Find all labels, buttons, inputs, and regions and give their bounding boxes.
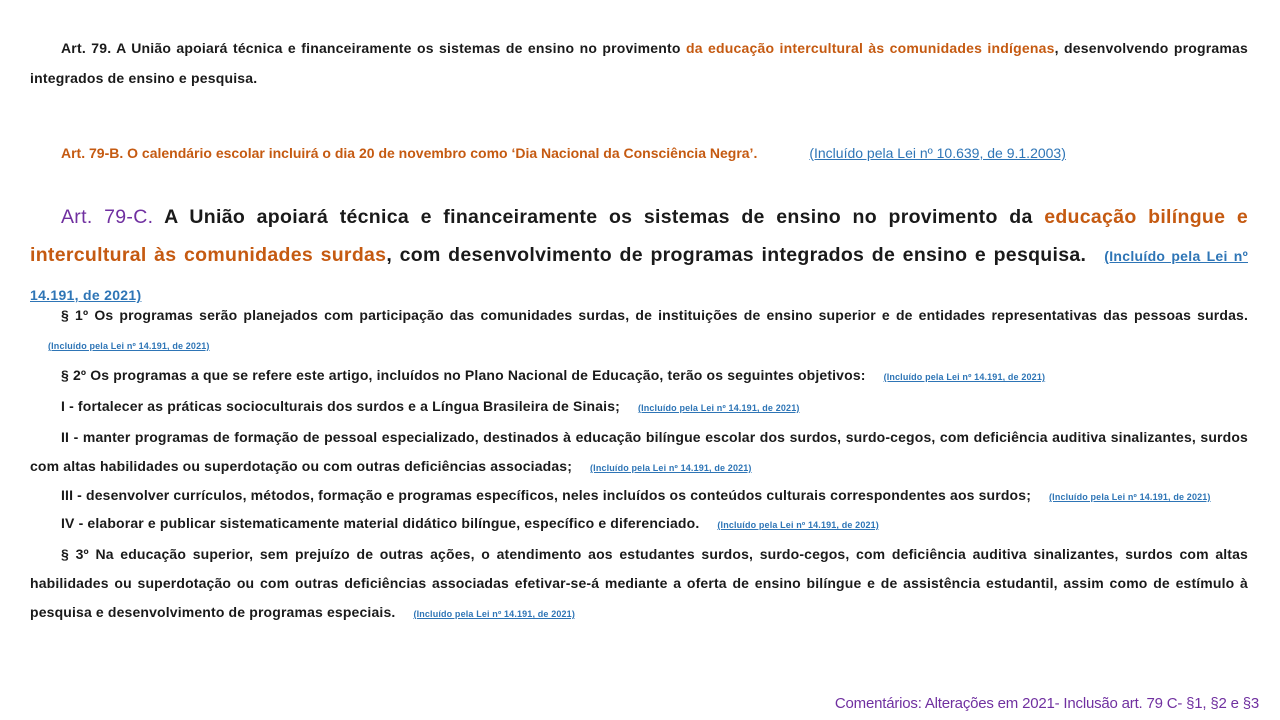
paragraph-2-amendment-link[interactable]: (Incluído pela Lei nº 14.191, de 2021) xyxy=(883,372,1046,382)
item-4 xyxy=(30,509,1248,540)
item-1-text: I - fortalecer as práticas socioculturais dos surdos e a Língua Brasileira de Sinais; xyxy=(61,398,620,414)
comments-footer: Comentários: Alterações em 2021- Inclusão art. 79 C- §1, §2 e §3 xyxy=(834,695,1259,712)
item-1-amendment-link[interactable]: (Incluído pela Lei nº 14.191, de 2021) xyxy=(637,403,800,413)
article-79b-amendment-link[interactable]: (Incluído pela Lei nº 10.639, de 9.1.2003) xyxy=(809,145,1066,161)
article-79c-paragraphs xyxy=(30,301,1248,629)
item-4-amendment-link[interactable]: (Incluído pela Lei nº 14.191, de 2021) xyxy=(717,520,879,530)
article-79c-highlight: educação bilíngue e intercultural às comunidades surdas xyxy=(30,206,1248,266)
article-79-highlight: da educação intercultural às comunidades indígenas xyxy=(685,40,1055,56)
article-79c xyxy=(30,198,1248,314)
paragraph-2-text: § 2º Os programas a que se refere este artigo, incluídos no Plano Nacional de Educação, terão os seguintes objetivos: xyxy=(61,367,866,383)
paragraph-2 xyxy=(30,361,1248,392)
item-2 xyxy=(30,423,1248,483)
paragraph-1-text: § 1º Os programas serão planejados com participação das comunidades surdas, de instituições de ensino superior e de entidades representativas das pessoas surdas. xyxy=(61,307,1248,323)
article-79c-text: A União apoiará técnica e financeiramente os sistemas de ensino no provimento da xyxy=(153,206,1045,228)
article-79-tail: , desenvolvendo programas integrados de ensino e pesquisa. xyxy=(30,40,1248,86)
item-3 xyxy=(30,483,1248,509)
article-79 xyxy=(30,33,1248,93)
item-3-amendment-link[interactable]: (Incluído pela Lei nº 14.191, de 2021) xyxy=(1049,492,1211,502)
item-3-text: III - desenvolver currículos, métodos, formação e programas específicos, neles incluídos os conteúdos culturais correspondentes aos surdos; xyxy=(61,487,1032,503)
article-79c-tail: , com desenvolvimento de programas integrados de ensino e pesquisa. xyxy=(386,244,1087,266)
item-2-text: II - manter programas de formação de pessoal especializado, destinados à educação bilíngue escolar dos surdos, surdo-cegos, com deficiência auditiva sinalizantes, surdos com altas habilidades ou superdotação ou com outras deficiências associadas; xyxy=(30,429,1248,474)
paragraph-1-amendment-link[interactable]: (Incluído pela Lei nº 14.191, de 2021) xyxy=(48,341,210,351)
paragraph-3-amendment-link[interactable]: (Incluído pela Lei nº 14.191, de 2021) xyxy=(413,609,575,619)
paragraph-3 xyxy=(30,540,1248,629)
article-79c-amendment-link[interactable]: (Incluído pela Lei nº 14.191, de 2021) xyxy=(30,248,1248,303)
paragraph-1 xyxy=(30,301,1248,361)
paragraph-3-text: § 3º Na educação superior, sem prejuízo de outras ações, o atendimento aos estudantes surdos, surdo-cegos, com deficiência auditiva sinalizantes, surdos com altas habilidades ou superdotação ou com outras deficiências associadas efetivar-se-á mediante a oferta de ensino bilíngue e de assistência estudantil, assim como de estímulo à pesquisa e desenvolvimento de programas especiais. xyxy=(30,546,1248,620)
item-1 xyxy=(30,392,1248,423)
item-4-text: IV - elaborar e publicar sistematicamente material didático bilíngue, específico e diferenciado. xyxy=(61,515,700,531)
article-79-text: Art. 79. A União apoiará técnica e financeiramente os sistemas de ensino no provimento xyxy=(61,40,686,56)
article-79b-text: Art. 79-B. O calendário escolar incluirá o dia 20 de novembro como ‘Dia Nacional da Consciência Negra’. xyxy=(61,145,758,161)
article-79b xyxy=(30,140,1248,166)
item-2-amendment-link[interactable]: (Incluído pela Lei nº 14.191, de 2021) xyxy=(590,463,752,473)
article-79c-label: Art. 79-C. xyxy=(61,206,154,228)
